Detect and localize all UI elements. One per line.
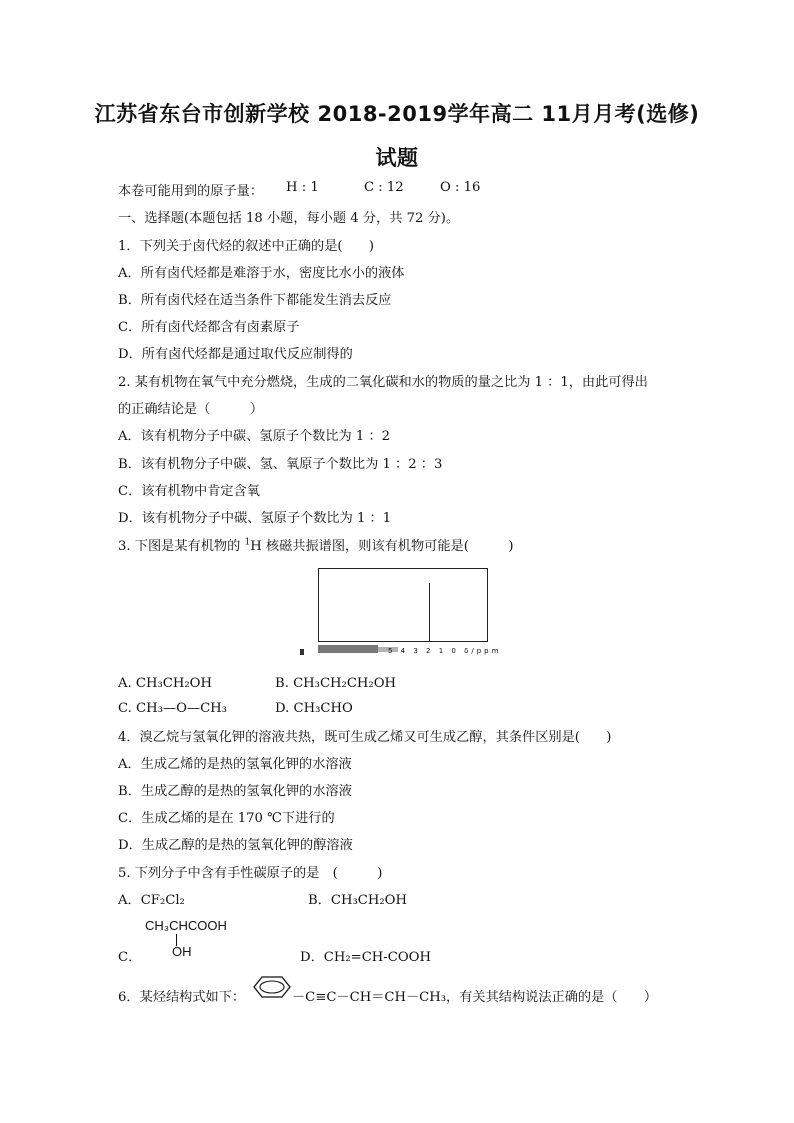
q5-option-c-label: C． [118, 950, 142, 965]
q6-stem-pre: 6．某烃结构式如下： [118, 990, 246, 1005]
q2-option-d: D．该有机物分子中碳、氢原子个数比为 1 ：1 [118, 511, 392, 526]
nmr-scale: 5 4 3 2 1 0 δ/ppm [388, 647, 502, 655]
atomic-mass-line [118, 180, 481, 199]
exam-title: 江苏省东台市创新学校 2018-2019学年高二 11月月考(选修) [94, 102, 700, 126]
q5-option-d: D．CH₂=CH-COOH [300, 950, 431, 965]
mass-o: O : 16 [440, 180, 481, 195]
mass-h: H : 1 [286, 180, 319, 195]
q2-stem-line1: 2. 某有机物在氧气中充分燃烧，生成的二氧化碳和水的物质的量之比为 1 ：1，由此可得出 [118, 375, 648, 390]
q2-option-c: C．该有机物中肯定含氧 [118, 484, 260, 499]
q4-option-d: D．生成乙醇的是热的氢氧化钾的醇溶液 [118, 838, 353, 853]
q6-stem-post: －C≡C－CH＝CH－CH₃，有关其结构说法正确的是（ ） [292, 990, 658, 1005]
q3-option-c: C. CH₃—O—CH₃ [118, 701, 227, 716]
q3-stem [118, 535, 514, 554]
q1-stem: 1．下列关于卤代烃的叙述中正确的是( ) [118, 239, 375, 254]
q3-option-a: A. CH₃CH₂OH [118, 676, 212, 691]
q5-stem: 5. 下列分子中含有手性碳原子的是 ( ) [118, 866, 383, 881]
nmr-peak [429, 583, 430, 641]
q4-option-b: B．生成乙醇的是热的氢氧化钾的水溶液 [118, 784, 352, 799]
exam-subtitle: 试题 [375, 146, 419, 170]
q1-option-d: D．所有卤代烃都是通过取代反应制得的 [118, 347, 353, 362]
q3-option-d: D. CH₃CHO [275, 701, 353, 716]
q1-option-b: B．所有卤代烃在适当条件下都能发生消去反应 [118, 293, 392, 308]
atomic-mass-label: 本卷可能用到的原子量： [118, 184, 264, 199]
q5-option-a: A．CF₂Cl₂ [118, 893, 185, 908]
q4-stem: 4．溴乙烷与氢氧化钾的溶液共热，既可生成乙烯又可生成乙醇，其条件区别是( ) [118, 730, 612, 745]
q4-option-a: A．生成乙烯的是热的氢氧化钾的水溶液 [118, 757, 352, 772]
q2-option-b: B．该有机物分子中碳、氢、氧原子个数比为 1 ：2 ：3 [118, 457, 443, 472]
q2-option-a: A．该有机物分子中碳、氢原子个数比为 1 ：2 [118, 429, 391, 444]
section-heading: 一、选择题(本题包括 18 小题，每小题 4 分，共 72 分)。 [118, 211, 460, 226]
q3-stem-post: H 核磁共振谱图，则该有机物可能是( ) [250, 539, 514, 554]
benzene-ring-icon [253, 975, 291, 999]
q5-option-b: B．CH₃CH₂OH [308, 893, 407, 908]
q3-option-b: B. CH₃CH₂CH₂OH [275, 676, 397, 691]
q3-stem-pre: 3. 下图是某有机物的 [118, 539, 245, 554]
q5-option-c-formula: CH₃CHCOOH [145, 918, 227, 933]
mass-c: C : 12 [364, 180, 404, 195]
q3-stem-sup: 1 [244, 537, 251, 548]
q5-option-c-oh: OH [172, 944, 192, 959]
q1-option-c: C．所有卤代烃都含有卤素原子 [118, 320, 300, 335]
nmr-spectrum [318, 568, 488, 642]
q4-option-c: C．生成乙烯的是在 170 ℃下进行的 [118, 811, 335, 826]
q1-option-a: A．所有卤代烃都是难溶于水，密度比水小的液体 [118, 266, 405, 281]
q2-stem-line2: 的正确结论是（ ） [118, 402, 264, 417]
